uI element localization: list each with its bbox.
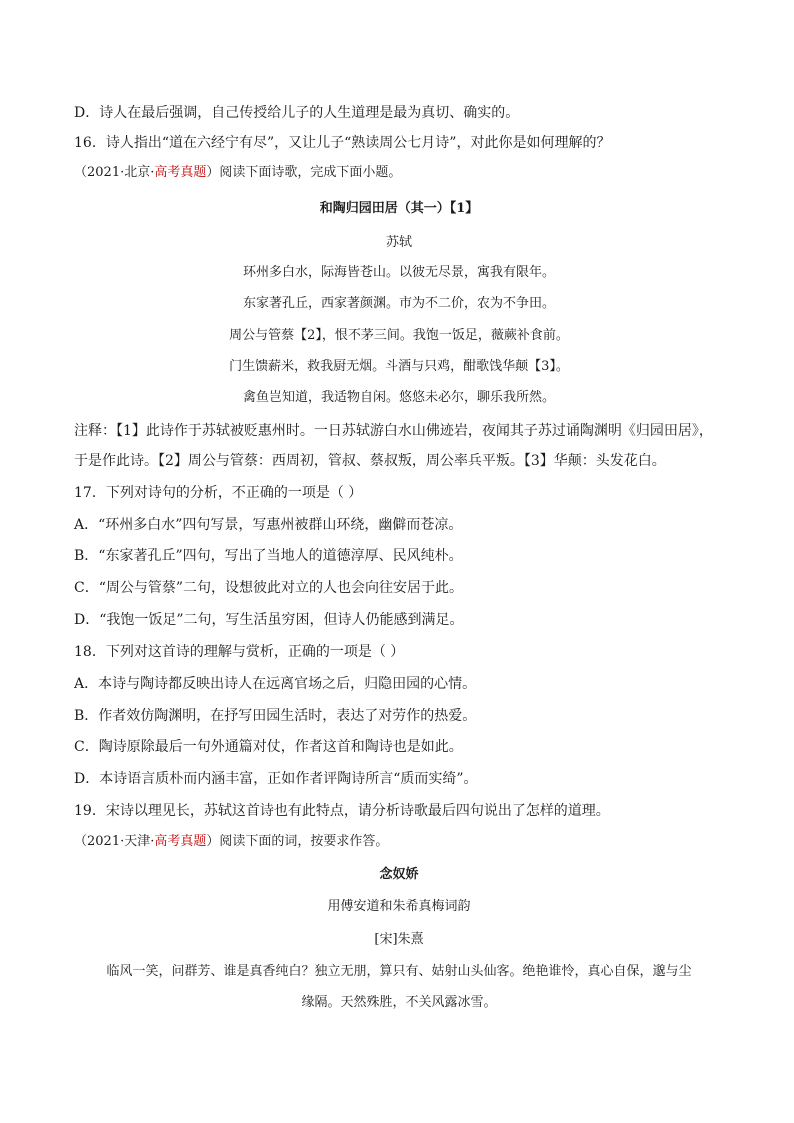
poem2-subtitle: 用傅安道和朱希真梅词韵 [327,899,471,914]
notes-line: 于是作此诗。【2】周公与管蔡：西周初，管叔、蔡叔叛，周公率兵平叛。【3】华颠：头发花白。 [74,453,666,469]
question-18: 18．下列对这首诗的理解与赏析，正确的一项是（ ） [74,644,405,660]
poem2-author: [宋]朱熹 [374,932,424,947]
poem1-line: 周公与管蔡【2】，恨不茅三间。我饱一饭足，薇蕨补食前。 [229,328,569,343]
source-close: ）阅读下面的词，按要求作答。 [206,834,389,849]
question-19: 19．宋诗以理见长，苏轼这首诗也有此特点，请分析诗歌最后四句说出了怎样的道理。 [74,803,610,819]
notes-line: 注释：【1】此诗作于苏轼被贬惠州时。一日苏轼游白水山佛迹岩，夜闻其子苏过诵陶渊明《归园田居》， [74,423,713,439]
q15-option-d: D．诗人在最后强调，自己传授给儿子的人生道理是最为真切、确实的。 [74,105,520,121]
source-open: （2021·天津· [74,834,155,849]
poem1-title: 和陶归园田居（其一）【1】 [319,201,479,216]
poem1-line: 门生馈薪米，救我厨无烟。斗酒与只鸡，酣歌饯华颠【3】。 [229,359,569,374]
question-16: 16．诗人指出“道在六经宁有尽”，又让儿子“熟读周公七月诗”，对此你是如何理解的？ [74,135,611,151]
poem1-line: 禽鱼岂知道，我适物自闲。悠悠未必尔，聊乐我所然。 [242,390,555,405]
source-open: （2021·北京· [74,165,155,180]
question-17: 17．下列对诗句的分析，不正确的一项是（ ） [74,485,363,501]
poem1-author: 苏轼 [385,235,412,250]
poem2-line: 缘隔。天然殊胜，不关风露冰雪。 [301,995,497,1010]
source-line-2 [74,832,724,852]
q17-option-c: C．“周公与管蔡”二句，设想彼此对立的人也会向往安居于此。 [74,580,464,596]
poem1-line: 环州多白水，际海皆苍山。以彼无尽景，寓我有限年。 [242,265,555,280]
q17-option-b: B．“东家著孔丘”四句，写出了当地人的道德淳厚、民风纯朴。 [74,548,463,564]
q17-option-a: A．“环州多白水”四句写景，写惠州被群山环绕，幽僻而苍凉。 [74,517,463,533]
q18-option-a: A．本诗与陶诗都反映出诗人在远离官场之后，归隐田园的心情。 [74,676,477,692]
q18-option-b: B．作者效仿陶渊明，在抒写田园生活时，表达了对劳作的热爱。 [74,708,477,724]
q18-option-c: C．陶诗原除最后一句外通篇对仗，作者这首和陶诗也是如此。 [74,739,463,755]
exam-tag: 高考真题 [154,834,207,849]
exam-tag: 高考真题 [154,165,207,180]
source-line-1 [74,163,724,183]
poem2-title: 念奴娇 [379,867,419,882]
poem1-line: 东家著孔丘，西家著颜渊。市为不二价，农为不争田。 [242,296,555,311]
poem2-line: 临风一笑，问群芳、谁是真香纯白？独立无朋，算只有、姑射山头仙客。绝艳谁怜，真心自保，邈与尘 [106,964,692,979]
q18-option-d: D．本诗语言质朴而内涵丰富，正如作者评陶诗所言“质而实绮”。 [74,771,478,787]
q17-option-d: D．“我饱一饭足”二句，写生活虽穷困，但诗人仍能感到满足。 [74,612,464,628]
source-close: ）阅读下面诗歌，完成下面小题。 [206,165,402,180]
